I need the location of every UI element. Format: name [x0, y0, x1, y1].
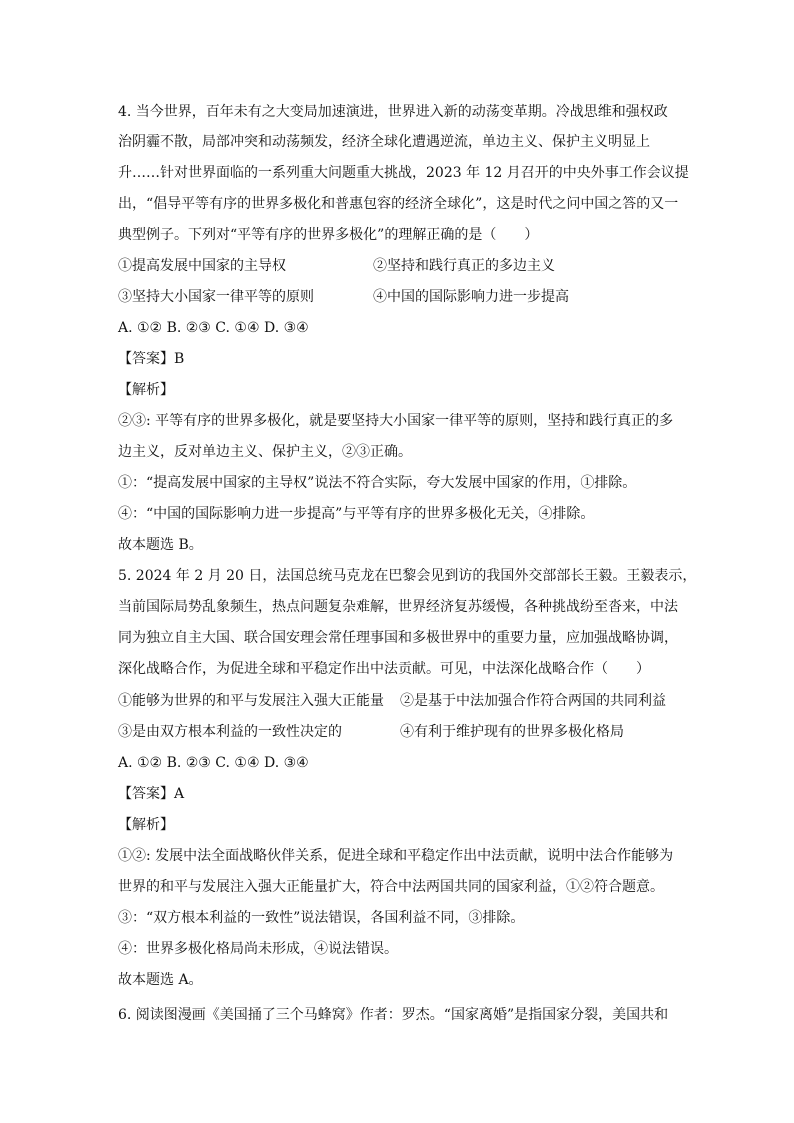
- q4-option-2: ②坚持和践行真正的多边主义: [373, 258, 555, 274]
- q4-options-row: [118, 255, 678, 277]
- q4-answer: 【答案】B: [118, 351, 185, 367]
- q5-stem-line: 5. 2024 年 2 月 20 日，法国总统马克龙在巴黎会见到访的我国外交部部长王毅。王毅表示，: [118, 568, 697, 584]
- q5-options-row: [118, 721, 678, 743]
- q4-stem-line: 典型例子。下列对“平等有序的世界多极化”的理解正确的是（ ）: [118, 227, 539, 243]
- q5-option-3: ③是由双方根本利益的一致性决定的: [118, 724, 342, 740]
- q5-analysis-line: 世界的和平与发展注入强大正能量扩大，符合中法两国共同的国家利益，①②符合题意。: [118, 879, 664, 895]
- q4-analysis-line: ②③: 平等有序的世界多极化，就是要坚持大小国家一律平等的原则，坚持和践行真正的多: [118, 413, 674, 429]
- q5-stem-line: 当前国际局势乱象频生，热点问题复杂难解，世界经济复苏缓慢，各种挑战纷至沓来，中法: [118, 599, 678, 615]
- q4-stem-line: 出，“倡导平等有序的世界多极化和普惠包容的经济全球化”，这是时代之问中国之答的又一: [118, 196, 679, 212]
- q4-option-4: ④中国的国际影响力进一步提高: [373, 289, 569, 305]
- q5-analysis-line: ①②: 发展中法全面战略伙伴关系，促进全球和平稳定作出中法贡献，说明中法合作能够为: [118, 848, 674, 864]
- q5-conclusion: 故本题选 A。: [118, 972, 203, 988]
- q4-stem-line: 4. 当今世界，百年未有之大变局加速演进，世界进入新的动荡变革期。冷战思维和强权政: [118, 104, 668, 120]
- q4-choices: A. ①② B. ②③ C. ①④ D. ③④: [118, 320, 309, 336]
- q4-analysis-line: ④：“中国的国际影响力进一步提高”与平等有序的世界多极化无关，④排除。: [118, 506, 595, 522]
- q4-options-row: [118, 286, 678, 308]
- q4-option-3: ③坚持大小国家一律平等的原则: [118, 289, 314, 305]
- q5-stem-line: 深化战略合作，为促进全球和平稳定作出中法贡献。可见，中法深化战略合作（ ）: [118, 661, 650, 677]
- q4-stem-line: 升……针对世界面临的一系列重大问题重大挑战，2023 年 12 月召开的中央外事工作会议提: [118, 165, 689, 181]
- q5-analysis-line: ③：“双方根本利益的一致性”说法错误，各国利益不同，③排除。: [118, 910, 525, 926]
- q5-answer: 【答案】A: [118, 786, 185, 802]
- q4-option-1: ①提高发展中国家的主导权: [118, 258, 286, 274]
- q4-stem-line: 治阴霾不散，局部冲突和动荡频发，经济全球化遭遇逆流，单边主义、保护主义明显上: [118, 134, 650, 150]
- q4-analysis-line: 边主义，反对单边主义、保护主义，②③正确。: [118, 444, 412, 460]
- q5-option-4: ④有利于维护现有的世界多极化格局: [400, 724, 624, 740]
- q5-choices: A. ①② B. ②③ C. ①④ D. ③④: [118, 755, 309, 771]
- q5-option-2: ②是基于中法加强合作符合两国的共同利益: [400, 693, 666, 709]
- q6-stem-line: 6. 阅读图漫画《美国捅了三个马蜂窝》作者：罗杰。“国家离婚”是指国家分裂，美国共和: [118, 1007, 669, 1023]
- q4-analysis-line: ①：“提高发展中国家的主导权”说法不符合实际，夸大发展中国家的作用，①排除。: [118, 475, 637, 491]
- q5-options-row: [118, 690, 678, 712]
- q5-stem-line: 同为独立自主大国、联合国安理会常任理事国和多极世界中的重要力量，应加强战略协调，: [118, 630, 678, 646]
- q4-conclusion: 故本题选 B。: [118, 537, 203, 553]
- q4-analysis-title: 【解析】: [118, 382, 174, 398]
- q5-option-1: ①能够为世界的和平与发展注入强大正能量: [118, 693, 384, 709]
- q5-analysis-title: 【解析】: [118, 817, 174, 833]
- q5-analysis-line: ④：世界多极化格局尚未形成，④说法错误。: [118, 941, 398, 957]
